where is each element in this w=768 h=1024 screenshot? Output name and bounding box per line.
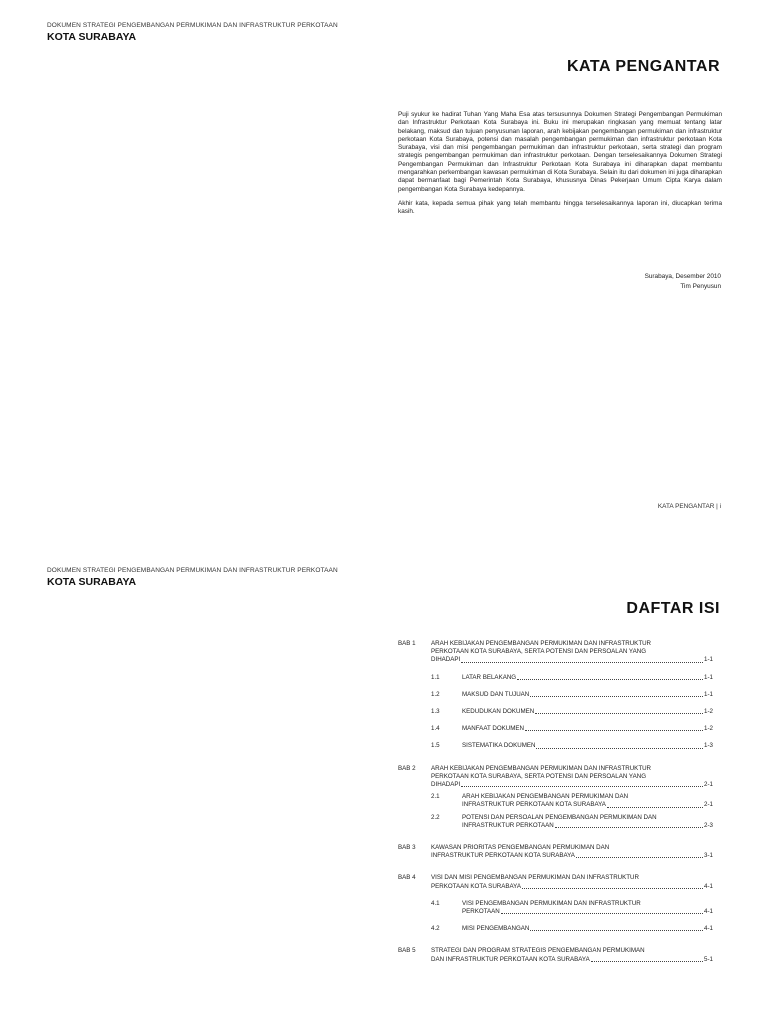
toc-page-number: 2-1 xyxy=(704,781,713,789)
toc-page-number: 3-1 xyxy=(704,852,713,860)
city-name: KOTA SURABAYA xyxy=(47,576,137,588)
toc-entry-last-line: LATAR BELAKANG xyxy=(462,673,517,681)
toc-entry-row[interactable] xyxy=(462,822,713,830)
toc-dot-leader xyxy=(555,827,703,828)
toc-chapter xyxy=(398,640,713,751)
toc-entry-row[interactable] xyxy=(431,656,713,664)
toc-title-line: ARAH KEBIJAKAN PENGEMBANGAN PERMUKIMAN DAN INFRASTRUKTUR xyxy=(431,764,652,772)
toc-page-number: 1-1 xyxy=(704,673,713,681)
toc-entry-row[interactable] xyxy=(462,708,713,716)
toc-section xyxy=(431,691,713,699)
paragraph: Akhir kata, kepada semua pihak yang telah membantu hingga terselesaikannya laporan ini, diucapkan terima kasih. xyxy=(398,199,722,216)
page-heading: DAFTAR ISI xyxy=(626,600,720,617)
toc-section-number: 4.2 xyxy=(431,925,440,933)
toc-dot-leader xyxy=(530,930,703,931)
toc-section-number: 2.2 xyxy=(431,813,440,821)
toc-entry-last-line: PERKOTAAN KOTA SURABAYA xyxy=(431,882,521,890)
toc-section xyxy=(431,742,713,750)
toc-section-number: 1.4 xyxy=(431,725,440,733)
toc-entry-last-line: MISI PENGEMBANGAN xyxy=(462,925,530,933)
toc-chapter-number: BAB 1 xyxy=(398,640,416,647)
toc-section xyxy=(431,674,713,682)
toc-entry-row[interactable] xyxy=(462,742,713,750)
toc-dot-leader xyxy=(461,662,703,663)
toc-chapter xyxy=(398,874,713,933)
toc-page-number: 4-1 xyxy=(704,908,713,916)
city-name: KOTA SURABAYA xyxy=(47,31,137,43)
toc-page-number: 1-1 xyxy=(704,690,713,698)
toc-entry-last-line: MANFAAT DOKUMEN xyxy=(462,725,524,733)
document-header xyxy=(47,567,338,588)
toc-entry-row[interactable] xyxy=(462,801,713,809)
toc-title-line: POTENSI DAN PERSOALAN PENGEMBANGAN PERMUKIMAN DAN xyxy=(462,813,657,821)
document-title: DOKUMEN STRATEGI PENGEMBANGAN PERMUKIMAN DAN INFRASTRUKTUR PERKOTAAN xyxy=(47,567,338,574)
toc-entry-last-line: DAN INFRASTRUKTUR PERKOTAAN KOTA SURABAYA xyxy=(431,955,590,963)
toc-entry-row[interactable] xyxy=(462,725,713,733)
toc-dot-leader xyxy=(535,713,703,714)
foreword-body xyxy=(398,111,722,223)
toc-section xyxy=(431,925,713,933)
toc-chapter-number: BAB 2 xyxy=(398,764,416,772)
signature-author: Tim Penyusun xyxy=(680,282,721,290)
toc-section-number: 1.2 xyxy=(431,690,440,698)
page-footer: KATA PENGANTAR | i xyxy=(657,503,721,510)
toc-dot-leader xyxy=(576,857,703,858)
toc-page-number: 2-1 xyxy=(704,801,713,809)
toc-title-line: PERKOTAAN KOTA SURABAYA, SERTA POTENSI DAN PERSOALAN YANG xyxy=(431,648,647,656)
paragraph: Puji syukur ke hadirat Tuhan Yang Maha Esa atas tersusunnya Dokumen Strategi Pengembangan Permukiman dan Infrastruktur Perkotaan Kota Surabaya ini. Buku ini merupakan ringkasan yang memuat tentang latar belakang, maksud dan tujuan penyusunan laporan, arah kebijakan pengembangan permukiman dan infrastruktur perkotaan Kota Surabaya, potensi dan masalah pengembangan permukiman dan infrastruktur perkotaan Kota Surabaya, visi dan misi pengembangan permukiman dan infrastruktur perkotaan, serta strategi dan program strategis pengembangan permukiman dan infrastruktur perkotaan. Dengan terselesaikannya Dokumen Strategi Pengembangan Permukiman dan Infrastruktur Perkotaan Kota Surabaya ini diharapkan dapat membantu mengarahkan perkembangan kawasan permukiman di Kota Surabaya. Selain itu dari dokumen ini juga diharapkan dapat bermanfaat bagi Pemerintah Kota Surabaya, khususnya Dinas Pekerjaan Umum Cipta Karya dalam pengembangan Kota Surabaya kedepannya. xyxy=(398,111,722,193)
toc-dot-leader xyxy=(607,807,703,808)
page-heading: KATA PENGANTAR xyxy=(566,58,720,75)
toc-entry-last-line: SISTEMATIKA DOKUMEN xyxy=(462,742,536,750)
toc-chapter xyxy=(398,844,713,860)
toc-title-line: PERKOTAAN KOTA SURABAYA, SERTA POTENSI DAN PERSOALAN YANG xyxy=(431,772,647,780)
toc-entry-row[interactable] xyxy=(431,852,713,860)
toc-title-line: KAWASAN PRIORITAS PENGEMBANGAN PERMUKIMAN DAN xyxy=(431,844,610,852)
toc-entry-last-line: INFRASTRUKTUR PERKOTAAN KOTA SURABAYA xyxy=(431,852,575,860)
toc-entry-last-line: KEDUDUKAN DOKUMEN xyxy=(462,708,535,716)
toc-page-number: 1-1 xyxy=(704,656,713,664)
toc-entry-title xyxy=(462,900,713,908)
toc-entry-last-line: DIHADAPI xyxy=(431,656,461,664)
table-of-contents xyxy=(398,640,713,978)
toc-entry-row[interactable] xyxy=(462,925,713,933)
signature-block xyxy=(645,272,721,291)
toc-entry-title xyxy=(462,793,713,801)
toc-dot-leader xyxy=(525,730,703,731)
toc-section-number: 1.1 xyxy=(431,673,440,681)
toc-section xyxy=(431,793,713,809)
toc-dot-leader xyxy=(501,913,703,914)
toc-entry-row[interactable] xyxy=(462,908,713,916)
toc-title-line: VISI PENGEMBANGAN PERMUKIMAN DAN INFRASTRUKTUR xyxy=(462,899,641,907)
toc-section-number: 1.5 xyxy=(431,742,440,750)
toc-title-line: ARAH KEBIJAKAN PENGEMBANGAN PERMUKIMAN DAN xyxy=(462,793,629,801)
toc-section-number: 2.1 xyxy=(431,793,440,801)
toc-entry-row[interactable] xyxy=(462,674,713,682)
toc-dot-leader xyxy=(461,786,703,787)
toc-chapter xyxy=(398,765,713,830)
toc-page-number: 1-3 xyxy=(704,742,713,750)
toc-page-number: 1-2 xyxy=(704,708,713,716)
document-header xyxy=(47,22,338,43)
toc-entry-row[interactable] xyxy=(462,691,713,699)
toc-title-line: STRATEGI DAN PROGRAM STRATEGIS PENGEMBANGAN PERMUKIMAN xyxy=(431,947,645,955)
toc-chapter xyxy=(398,947,713,963)
toc-entry-last-line: INFRASTRUKTUR PERKOTAAN KOTA SURABAYA xyxy=(462,801,606,809)
toc-page-number: 4-1 xyxy=(704,882,713,890)
toc-chapter-number: BAB 3 xyxy=(398,844,416,852)
toc-chapter-number: BAB 5 xyxy=(398,947,416,955)
signature-place-date: Surabaya, Desember 2010 xyxy=(644,273,721,280)
toc-section xyxy=(431,725,713,733)
toc-page-number: 5-1 xyxy=(704,955,713,963)
toc-chapter-number: BAB 4 xyxy=(398,874,416,882)
toc-title-line: ARAH KEBIJAKAN PENGEMBANGAN PERMUKIMAN DAN INFRASTRUKTUR xyxy=(431,640,652,647)
toc-dot-leader xyxy=(591,961,703,962)
toc-entry-title xyxy=(431,874,713,882)
toc-section xyxy=(431,708,713,716)
toc-dot-leader xyxy=(522,888,703,889)
toc-entry-row[interactable] xyxy=(431,781,713,789)
toc-entry-title xyxy=(431,765,713,781)
toc-section xyxy=(431,814,713,830)
toc-page-number: 4-1 xyxy=(704,925,713,933)
toc-page-number: 1-2 xyxy=(704,725,713,733)
toc-entry-last-line: MAKSUD DAN TUJUAN xyxy=(462,690,530,698)
toc-section-number: 1.3 xyxy=(431,708,440,716)
toc-entry-last-line: INFRASTRUKTUR PERKOTAAN xyxy=(462,821,554,829)
document-title: DOKUMEN STRATEGI PENGEMBANGAN PERMUKIMAN DAN INFRASTRUKTUR PERKOTAAN xyxy=(47,22,338,29)
toc-page-number: 2-3 xyxy=(704,821,713,829)
toc-dot-leader xyxy=(517,679,703,680)
toc-entry-title xyxy=(431,844,713,852)
toc-entry-last-line: PERKOTAAN xyxy=(462,908,500,916)
toc-section xyxy=(431,900,713,916)
toc-entry-title xyxy=(431,640,713,656)
toc-section-number: 4.1 xyxy=(431,899,440,907)
toc-dot-leader xyxy=(536,748,703,749)
toc-entry-row[interactable] xyxy=(431,956,713,964)
toc-dot-leader xyxy=(530,696,703,697)
toc-entry-row[interactable] xyxy=(431,883,713,891)
page-daftar-isi xyxy=(0,560,768,1024)
toc-entry-title xyxy=(462,814,713,822)
toc-entry-title xyxy=(431,947,713,955)
toc-entry-last-line: DIHADAPI xyxy=(431,781,461,789)
toc-title-line: VISI DAN MISI PENGEMBANGAN PERMUKIMAN DAN INFRASTRUKTUR xyxy=(431,874,639,882)
